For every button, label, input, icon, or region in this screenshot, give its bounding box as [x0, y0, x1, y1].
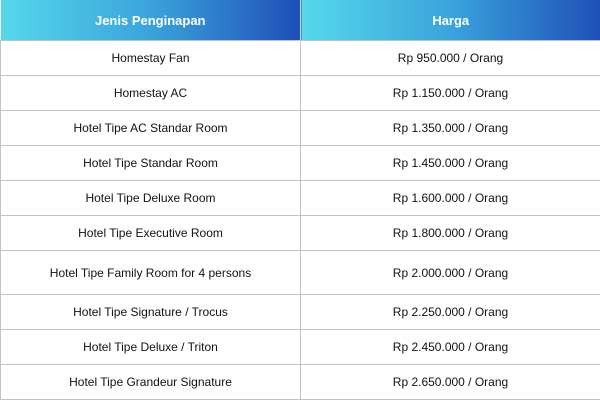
accommodation-type-cell: Hotel Tipe Deluxe Room [1, 181, 301, 216]
table-row [1, 111, 600, 146]
header-price: Harga [301, 0, 600, 41]
price-cell: Rp 1.350.000 / Orang [301, 111, 600, 146]
table-row [1, 330, 600, 365]
table-header-row [1, 0, 600, 41]
table-row [1, 146, 600, 181]
accommodation-type-cell: Hotel Tipe Family Room for 4 persons [1, 251, 301, 295]
table-row [1, 295, 600, 330]
accommodation-type-cell: Hotel Tipe Deluxe / Triton [1, 330, 301, 365]
price-cell: Rp 2.000.000 / Orang [301, 251, 600, 295]
accommodation-type-cell: Hotel Tipe AC Standar Room [1, 111, 301, 146]
price-cell: Rp 1.600.000 / Orang [301, 181, 600, 216]
price-cell: Rp 1.150.000 / Orang [301, 76, 600, 111]
accommodation-type-cell: Hotel Tipe Standar Room [1, 146, 301, 181]
price-cell: Rp 950.000 / Orang [301, 41, 600, 76]
accommodation-type-cell: Hotel Tipe Signature / Trocus [1, 295, 301, 330]
table-row [1, 41, 600, 76]
price-cell: Rp 2.650.000 / Orang [301, 365, 600, 400]
table-row [1, 76, 600, 111]
table-row [1, 365, 600, 400]
table-row [1, 251, 600, 295]
table-row [1, 181, 600, 216]
accommodation-type-cell: Homestay AC [1, 76, 301, 111]
price-cell: Rp 2.250.000 / Orang [301, 295, 600, 330]
price-cell: Rp 2.450.000 / Orang [301, 330, 600, 365]
accommodation-type-cell: Hotel Tipe Executive Room [1, 216, 301, 251]
price-cell: Rp 1.800.000 / Orang [301, 216, 600, 251]
table-row [1, 216, 600, 251]
accommodation-type-cell: Homestay Fan [1, 41, 301, 76]
accommodation-type-cell: Hotel Tipe Grandeur Signature [1, 365, 301, 400]
header-accommodation-type: Jenis Penginapan [1, 0, 301, 41]
price-cell: Rp 1.450.000 / Orang [301, 146, 600, 181]
